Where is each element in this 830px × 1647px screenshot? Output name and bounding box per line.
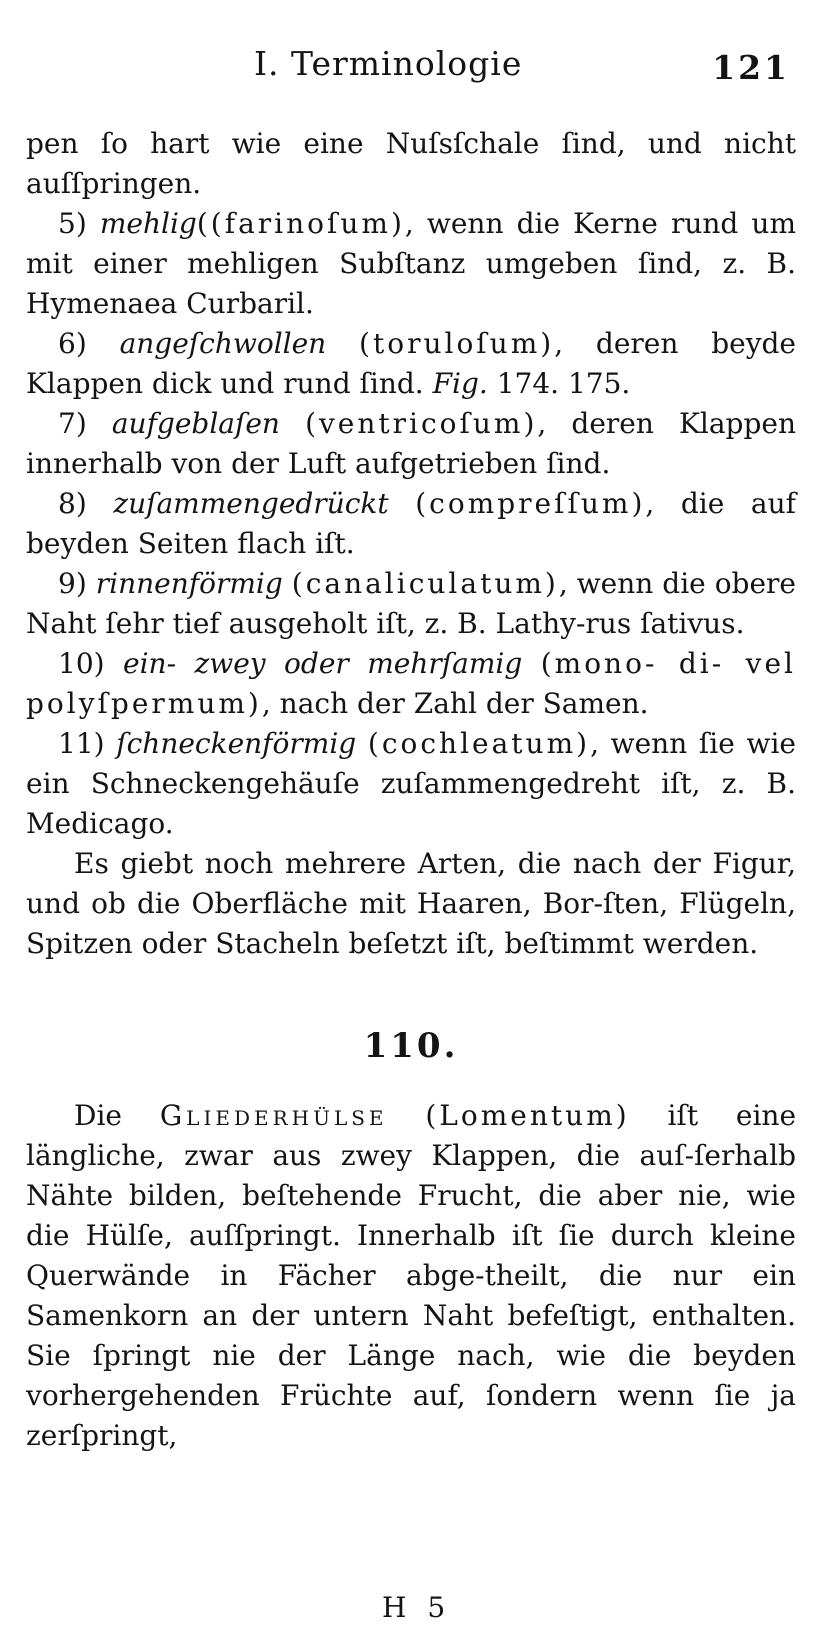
list-item-7	[26, 404, 796, 484]
item-text: , wenn die obere Naht ſehr tief ausgeholt iſt, z. B. Lathy-rus ſativus.	[26, 567, 797, 640]
item-number: 6)	[58, 327, 87, 360]
list-item-10	[26, 644, 796, 724]
running-header	[26, 40, 796, 96]
list-item-9	[26, 564, 796, 644]
page-body	[26, 124, 796, 1456]
item-term: angeſchwollen	[119, 327, 327, 360]
section-term: Gliederhülse	[159, 1099, 388, 1132]
signature-mark: H 5	[382, 1591, 452, 1624]
figure-reference: 174. 175.	[496, 367, 631, 400]
item-text: , deren beyde Klappen dick und rund ſind.	[26, 327, 797, 400]
list-item-8	[26, 484, 796, 564]
item-text: , nach der Zahl der Samen.	[261, 687, 649, 720]
item-number: 9)	[58, 567, 87, 600]
list-item-5	[26, 204, 796, 324]
item-latin: (toruloſum)	[359, 327, 555, 360]
item-term: mehlig	[99, 207, 197, 240]
item-latin: (mono- di- vel polyſpermum)	[26, 647, 796, 720]
item-term: ſchneckenförmig	[116, 727, 357, 760]
section-latin: (Lomentum)	[425, 1099, 630, 1132]
book-page	[26, 40, 796, 1630]
item-text: , wenn ſie wie ein Schneckengehäuſe zuſammengedreht iſt, z. B. Medicago.	[26, 727, 796, 840]
item-latin: (cochleatum)	[367, 727, 591, 760]
item-latin: ((farinoſum)	[196, 207, 405, 240]
section-paragraph	[26, 1096, 796, 1456]
item-term: rinnenförmig	[95, 567, 283, 600]
figure-label: Fig.	[432, 367, 488, 400]
list-item-11	[26, 724, 796, 844]
continued-paragraph: pen ſo hart wie eine Nuſsſchale ſind, und nicht auſſpringen.	[26, 127, 796, 200]
item-term: aufgeblaſen	[111, 407, 280, 440]
item-latin: (compreſſum)	[415, 487, 646, 520]
item-number: 10)	[58, 647, 105, 680]
item-latin: (canaliculatum)	[291, 567, 559, 600]
section-lead: Die	[74, 1099, 122, 1132]
item-text: , deren Klappen innerhalb von der Luft aufgetrieben ſind.	[26, 407, 796, 480]
item-number: 8)	[58, 487, 87, 520]
closing-paragraph: Es giebt noch mehrere Arten, die nach der Figur, und ob die Oberfläche mit Haaren, Bor-ſten, Flügeln, Spitzen oder Stacheln beſetzt iſt, beſtimmt werden.	[26, 847, 796, 960]
item-number: 5)	[58, 207, 87, 240]
list-item-6	[26, 324, 796, 404]
item-text: , die auf beyden Seiten flach iſt.	[26, 487, 796, 560]
running-title: I. Terminologie	[254, 44, 523, 83]
page-number: 121	[712, 48, 790, 87]
item-term: ein- zwey oder mehrſamig	[123, 647, 523, 680]
section-number: 110.	[363, 1026, 459, 1066]
item-latin: (ventricoſum)	[305, 407, 538, 440]
item-number: 7)	[58, 407, 87, 440]
section-text: iſt eine längliche, zwar aus zwey Klappen, die auſ-ſerhalb Nähte bilden, beſtehende Frucht, die aber nie, wie die Hülſe, auſſpringt. Innerhalb iſt ſie durch kleine Querwände in Fächer abge-theilt, die nur ein Samenkorn an der untern Naht befeſtigt, enthalten. Sie ſpringt nie der Länge nach, wie die beyden vorhergehenden Früchte auf, ſondern wenn ſie ja zerſpringt,	[26, 1099, 797, 1452]
item-term: zuſammengedrückt	[113, 487, 389, 520]
item-number: 11)	[58, 727, 105, 760]
item-text: , wenn die Kerne rund um mit einer mehligen Subſtanz umgeben ſind, z. B. Hymenaea Curbaril.	[26, 207, 797, 320]
